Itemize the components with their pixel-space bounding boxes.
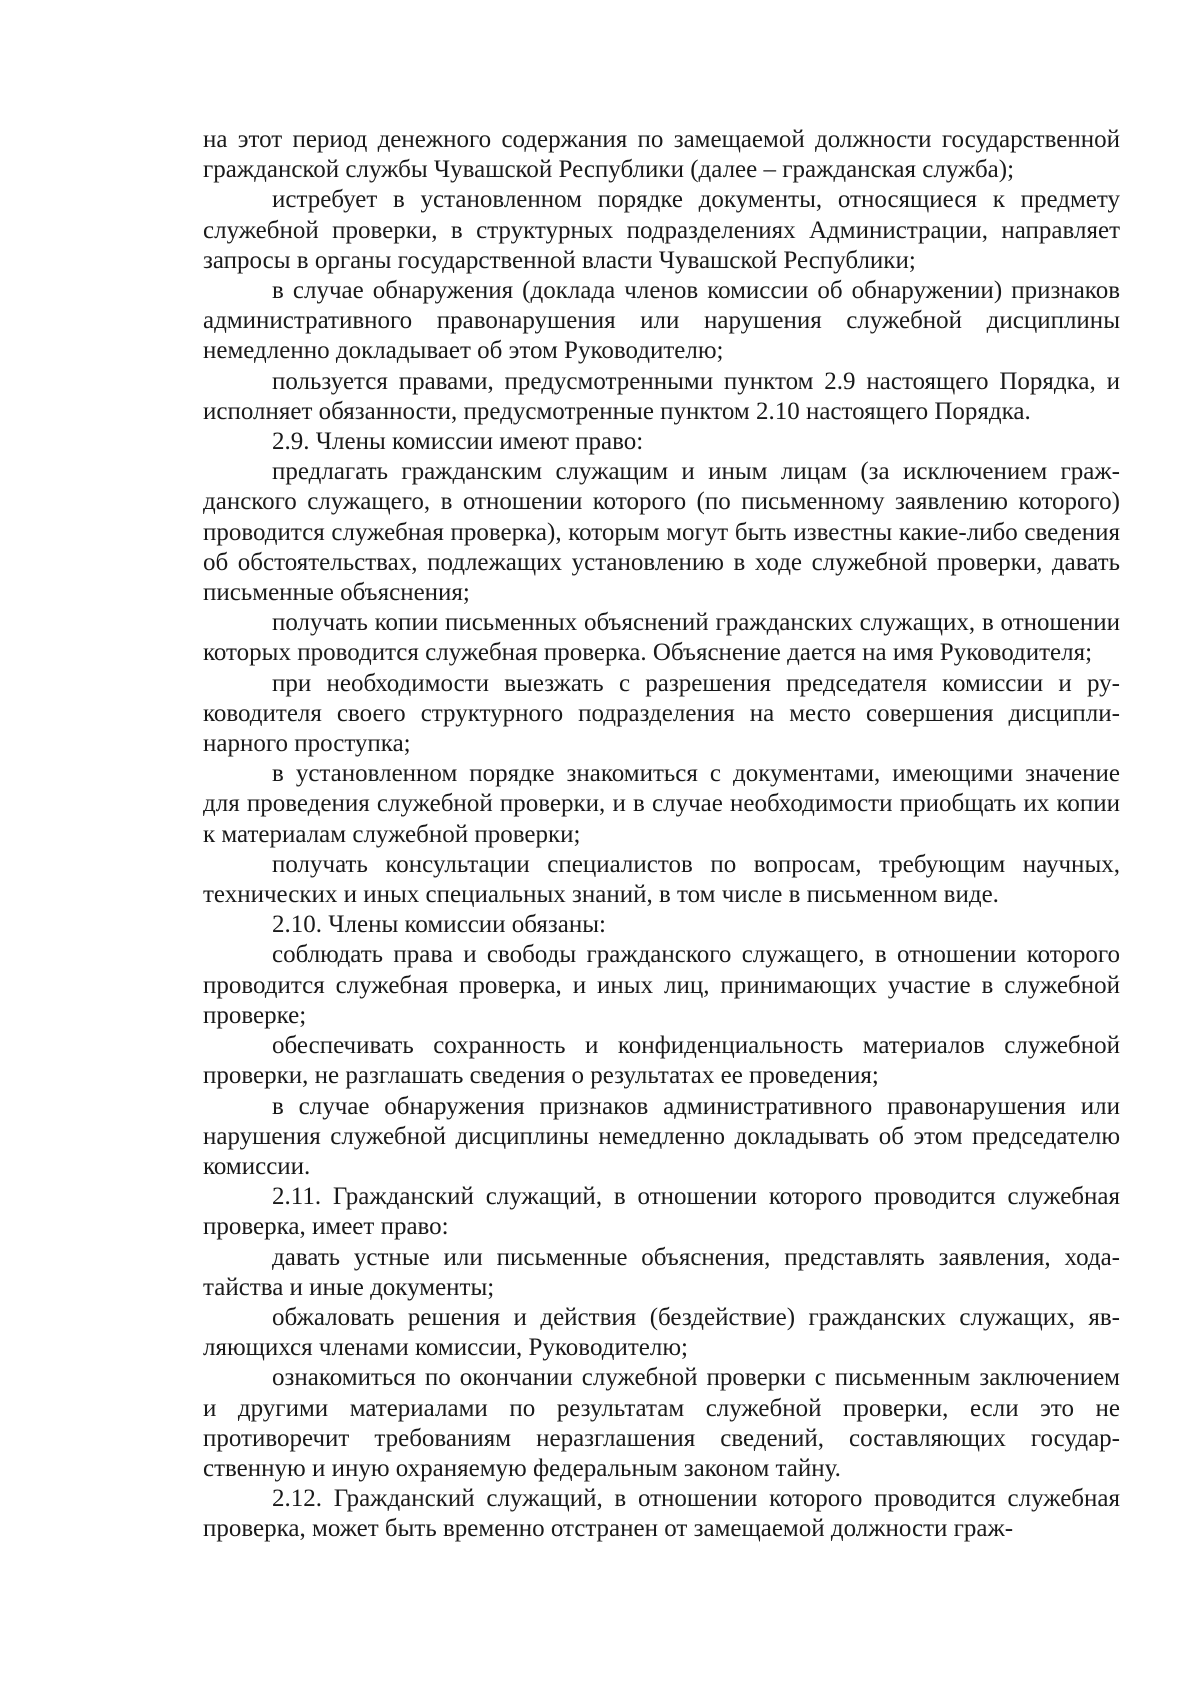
clause-2-10-heading: 2.10. Члены комиссии обязаны:	[272, 911, 606, 939]
paragraph-review-documents: в установленном порядке знакомиться с документами, имеющими значение для проведения служебной проверки, и в случае необходимости приобщать их копии к материалам служебной проверки;	[203, 760, 1120, 848]
clause-2-12-start: 2.12. Гражданский служащий, в отношении которого проводится служебная проверка, может быть временно отстранен от замещаемой должности граж-	[203, 1485, 1120, 1543]
document-page	[203, 125, 1120, 1545]
paragraph-offer-explanations: предлагать гражданским служащим и иным лицам (за исключением гражданского служащего, в отношении которого (по письменному заявлению которого) проводится служебная проверка), которым могут быть известны какие-либо сведения об обстоятельствах, подлежащих установлению в ходе служебной проверки, давать письменные объяснения;	[203, 458, 1120, 607]
paragraph-report-to-chair: в случае обнаружения признаков административного правонарушения или нарушения служебной дисциплины немедленно докладывать об этом председателю комиссии.	[203, 1092, 1120, 1180]
clause-2-11-heading: 2.11. Гражданский служащий, в отношении которого проводится служебная проверка, имеет право:	[203, 1183, 1120, 1241]
paragraph-report-violation: в случае обнаружения (доклада членов комиссии об обнаружении) признаков административного правонарушения или нарушения служебной дисциплины немедленно докладывает об этом Руководителю;	[203, 277, 1120, 365]
paragraph-travel-to-site: при необходимости выезжать с разрешения председателя комиссии и руководителя своего структурного подразделения на место совершения дисциплинарного проступка;	[203, 669, 1120, 758]
paragraph-continuation: на этот период денежного содержания по замещаемой должности государственной гражданской службы Чувашской Республики (далее – гражданская служба);	[203, 126, 1120, 184]
paragraph-give-explanations: давать устные или письменные объяснения, представлять заявления, ходатайства и иные документы;	[203, 1243, 1120, 1301]
paragraph-review-conclusion: ознакомиться по окончании служебной проверки с письменным заключением и другими материалами по результатам служебной проверки, если это не противоречит требованиям неразглашения сведений, составляющих государственную и иную охраняемую федеральным законом тайну.	[203, 1364, 1120, 1482]
clause-2-9-heading: 2.9. Члены комиссии имеют право:	[272, 428, 644, 456]
paragraph-request-documents: истребует в установленном порядке документы, относящиеся к предмету служебной проверки, в структурных подразделениях Администрации, направляет запросы в органы государственной власти Чувашской Республики;	[203, 186, 1120, 274]
paragraph-receive-copies: получать копии письменных объяснений гражданских служащих, в отношении которых проводится служебная проверка. Объяснение дается на имя Руководителя;	[203, 609, 1120, 667]
paragraph-appeal-decisions: обжаловать решения и действия (бездействие) гражданских служащих, являющихся членами комиссии, Руководителю;	[203, 1303, 1120, 1362]
paragraph-confidentiality: обеспечивать сохранность и конфиденциальность материалов служебной проверки, не разглашать сведения о результатах ее проведения;	[203, 1032, 1120, 1090]
paragraph-respect-rights: соблюдать права и свободы гражданского служащего, в отношении которого проводится служебная проверка, и иных лиц, принимающих участие в служебной проверке;	[203, 941, 1120, 1029]
paragraph-consult-specialists: получать консультации специалистов по вопросам, требующим научных, технических и иных специальных знаний, в том числе в письменном виде.	[203, 850, 1120, 909]
paragraph-rights-and-duties: пользуется правами, предусмотренными пунктом 2.9 настоящего Порядка, и исполняет обязанности, предусмотренные пунктом 2.10 настоящего Порядка.	[203, 367, 1120, 425]
